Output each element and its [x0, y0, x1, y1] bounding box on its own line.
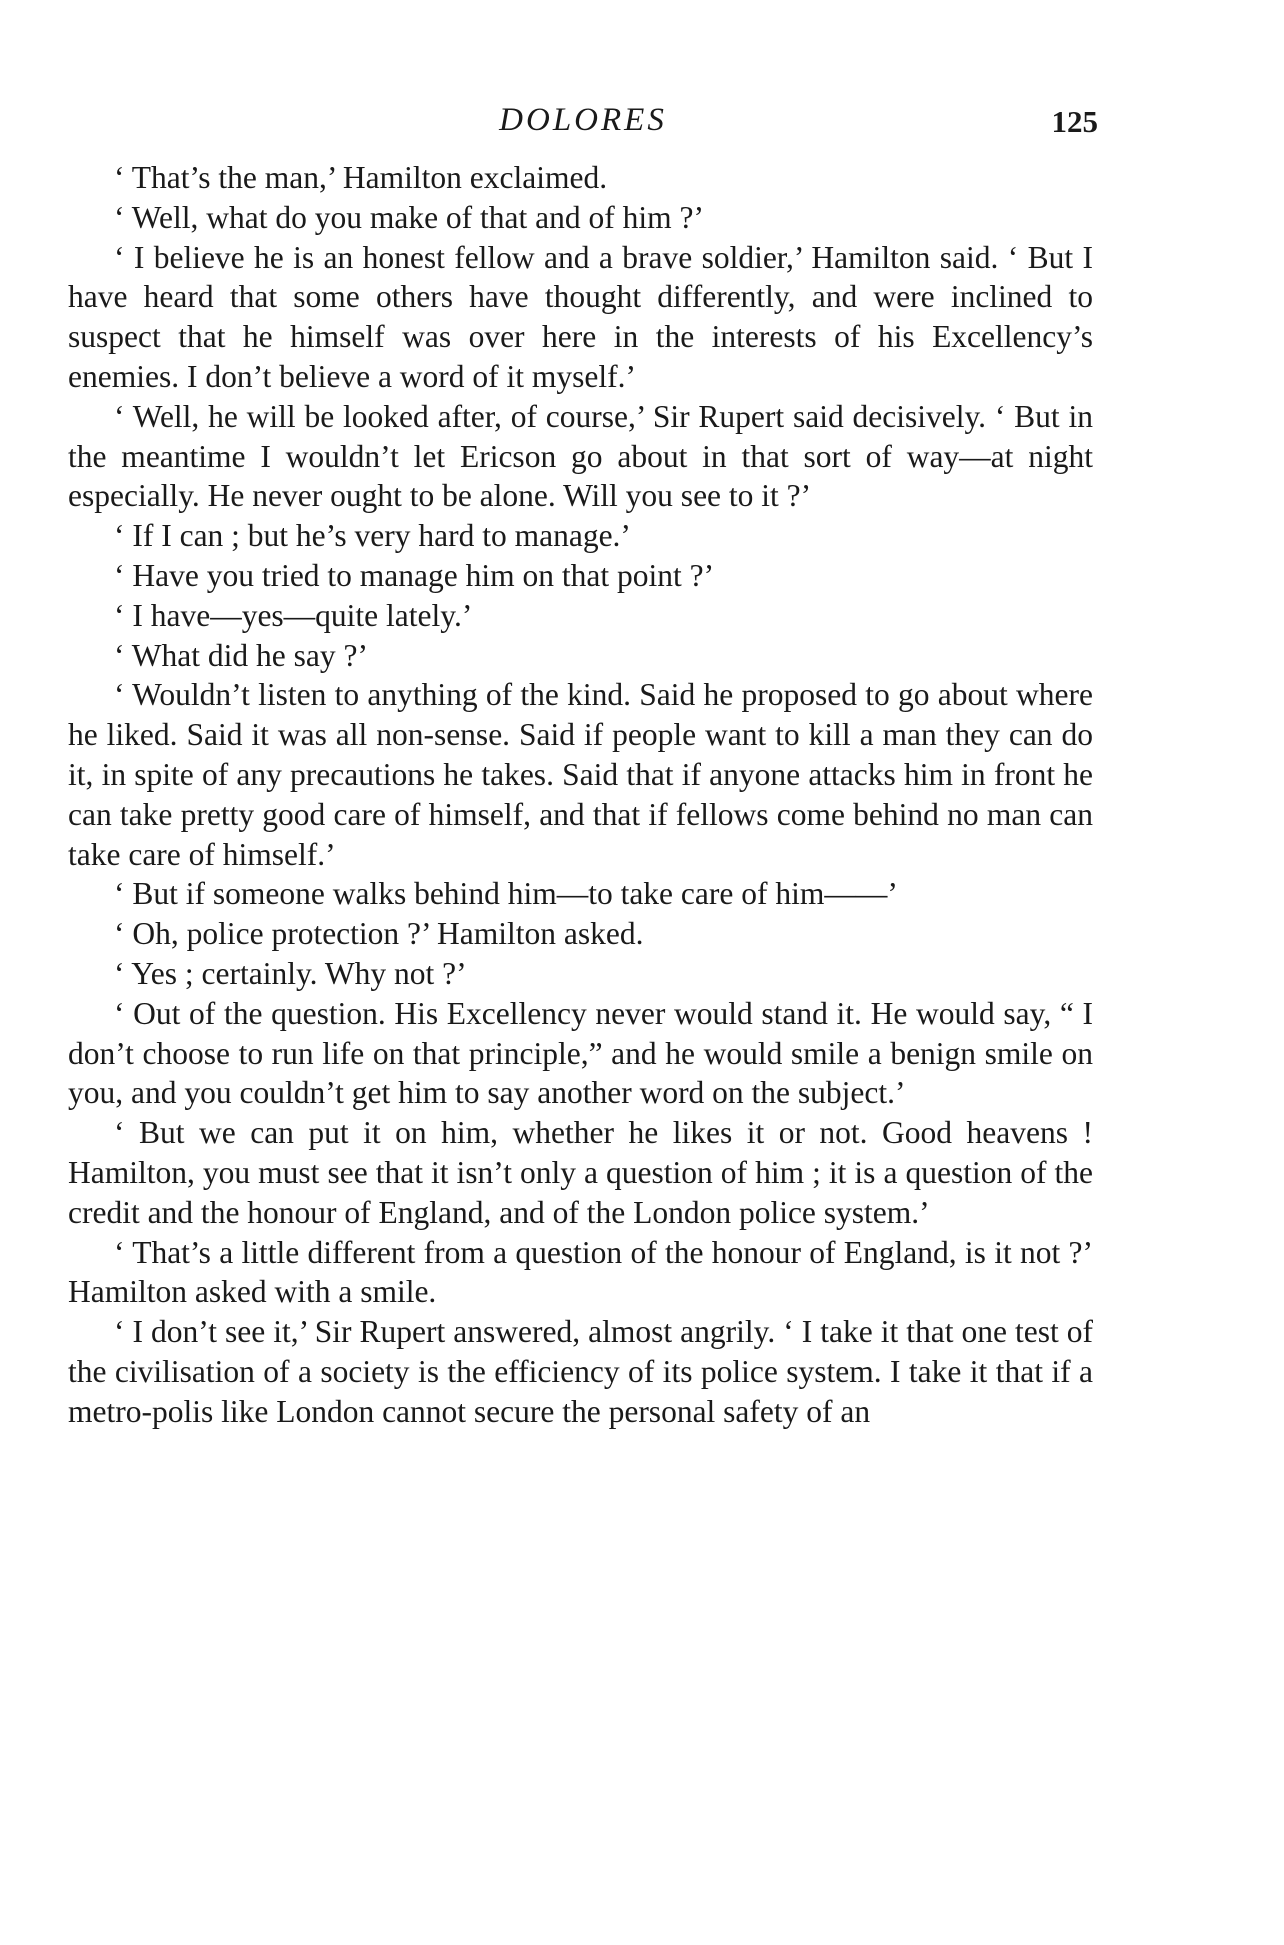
paragraph-9: ‘ Wouldn’t listen to anything of the kind. Said he proposed to go about where he liked. Said it was all non-sense. Said if people want to kill a man they can do it, in spite of any precautions he takes. Said that if anyone attacks him in front he can take pretty good care of himself, and that if fellows come behind no man can take care of himself.’ [68, 677, 1093, 872]
running-title: DOLORES [499, 102, 667, 138]
paragraph-3: ‘ I believe he is an honest fellow and a brave soldier,’ Hamilton said. ‘ But I have heard that some others have thought differently, and were inclined to suspect that he himself was over here in the interests of his Excellency’s enemies. I don’t believe a word of it myself.’ [68, 239, 1093, 394]
paragraph-10: ‘ But if someone walks behind him—to take care of him——’ [114, 876, 898, 912]
page-number: 125 [1051, 104, 1098, 139]
paragraph-6: ‘ Have you tried to manage him on that point ?’ [114, 557, 715, 593]
paragraph-12: ‘ Yes ; certainly. Why not ?’ [114, 955, 467, 991]
paragraph-7: ‘ I have—yes—quite lately.’ [114, 597, 473, 633]
body-text [68, 158, 1093, 1432]
paragraph-13: ‘ Out of the question. His Excellency never would stand it. He would say, “ I don’t choose to run life on that principle,” and he would smile a benign smile on you, and you couldn’t get him to say another word on the subject.’ [68, 995, 1093, 1111]
paragraph-11: ‘ Oh, police protection ?’ Hamilton asked. [114, 916, 644, 952]
paragraph-4: ‘ Well, he will be looked after, of course,’ Sir Rupert said decisively. ‘ But in the meantime I wouldn’t let Ericson go about in that sort of way—at night especially. He never ought to be alone. Will you see to it ?’ [68, 398, 1093, 514]
paragraph-2: ‘ Well, what do you make of that and of him ?’ [114, 199, 704, 235]
running-head [68, 102, 1098, 146]
paragraph-1: ‘ That’s the man,’ Hamilton exclaimed. [114, 160, 608, 195]
paragraph-15: ‘ That’s a little different from a question of the honour of England, is it not ?’ Hamilton asked with a smile. [68, 1234, 1093, 1310]
paragraph-14: ‘ But we can put it on him, whether he likes it or not. Good heavens ! Hamilton, you must see that it isn’t only a question of him ; it is a question of the credit and the honour of England, and of the London police system.’ [68, 1115, 1093, 1230]
paragraph-5: ‘ If I can ; but he’s very hard to manage.’ [114, 518, 631, 554]
paragraph-8: ‘ What did he say ?’ [114, 637, 368, 673]
paragraph-16: ‘ I don’t see it,’ Sir Rupert answered, almost angrily. ‘ I take it that one test of the civilisation of a society is the efficiency of its police system. I take it that if a metro-polis like London cannot secure the personal safety of an [68, 1314, 1093, 1429]
